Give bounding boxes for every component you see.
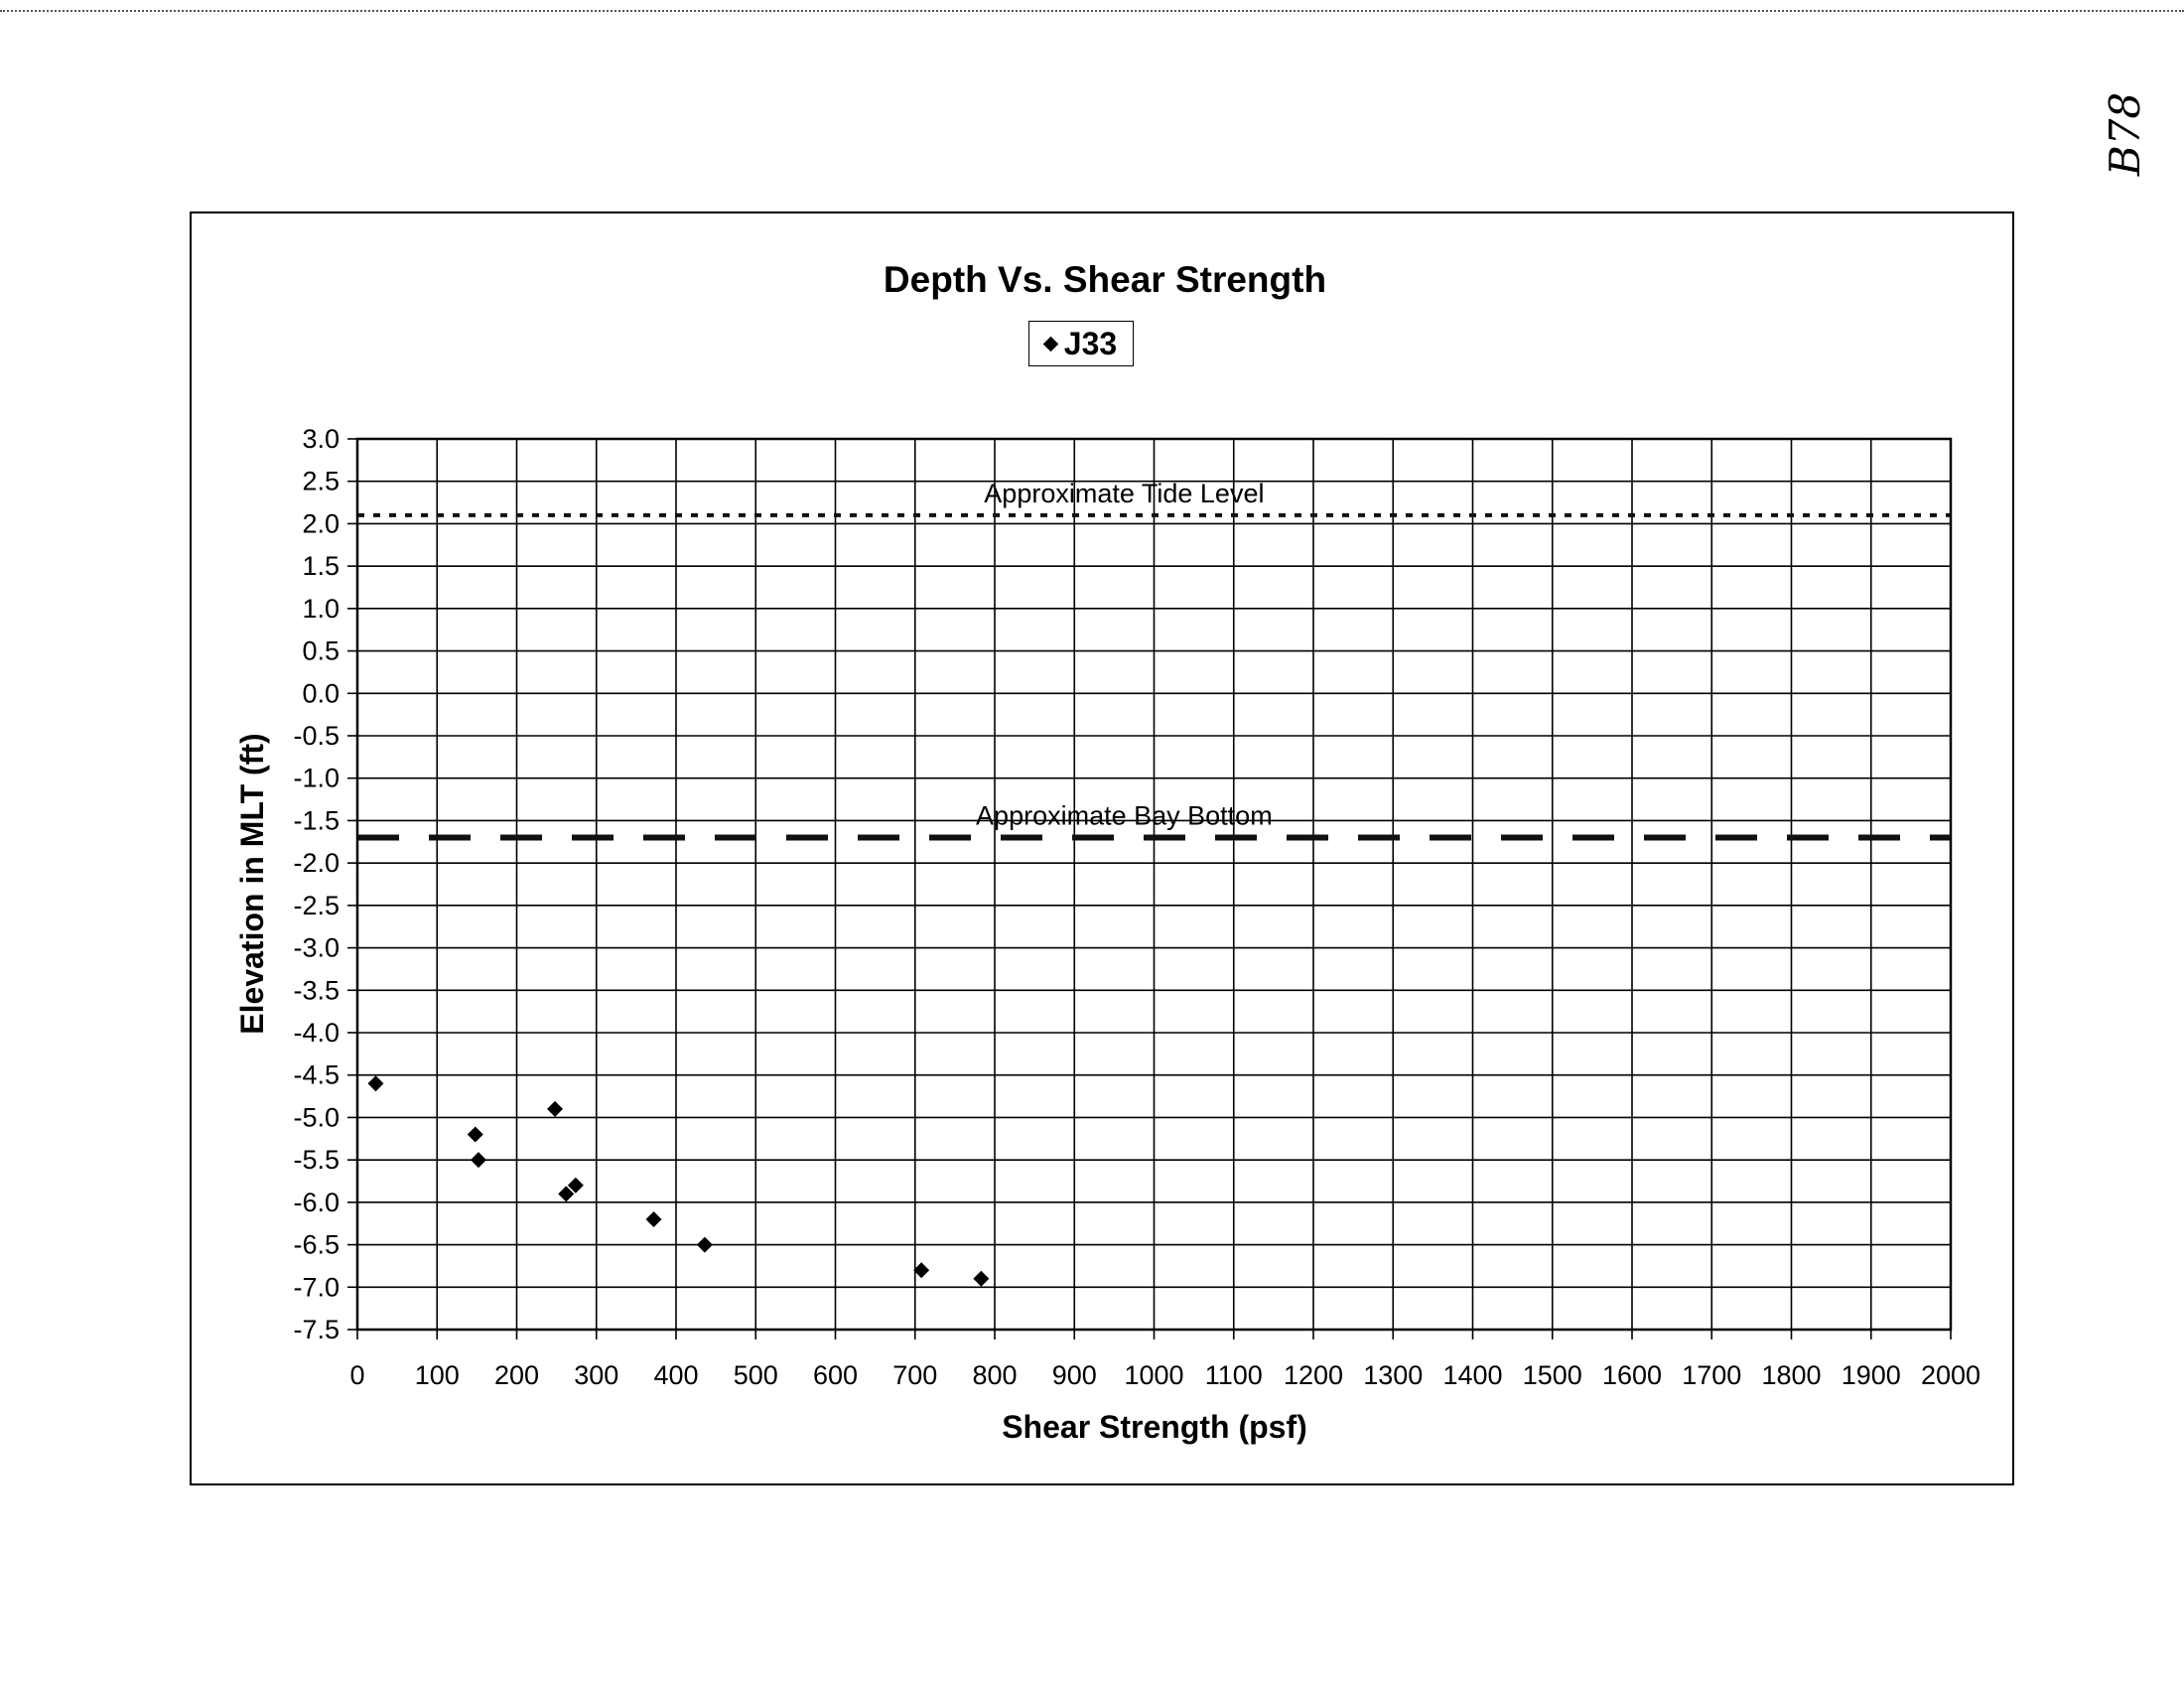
tide-level-label: Approximate Tide Level [984,478,1265,508]
y-tick-label: -0.5 [293,721,340,751]
y-tick-label: -7.0 [293,1272,340,1303]
x-tick-label: 400 [653,1360,699,1390]
x-tick-label: 1600 [1601,1360,1663,1390]
x-tick-label: 1400 [1442,1360,1503,1390]
x-tick-label: 300 [574,1360,619,1390]
x-tick-label: 900 [1051,1360,1097,1390]
x-tick-label: 700 [892,1360,938,1390]
x-tick-label: 0 [349,1360,365,1390]
x-axis-label: Shear Strength (psf) [1002,1409,1307,1445]
x-tick-label: 1200 [1283,1360,1344,1390]
y-tick-label: -2.0 [293,848,340,879]
y-tick-label: -4.5 [293,1059,340,1090]
y-tick-label: -6.0 [293,1187,340,1217]
x-tick-label: 600 [812,1360,859,1390]
y-tick-label: 0.5 [302,635,340,666]
y-tick-label: -1.5 [293,805,340,836]
x-tick-label: 1100 [1204,1360,1263,1390]
x-tick-label: 1500 [1522,1360,1582,1390]
y-tick-label: -6.5 [293,1229,340,1260]
bay-bottom-label: Approximate Bay Bottom [976,800,1273,831]
y-tick-label: -2.5 [293,890,340,920]
y-tick-label: 1.0 [302,593,340,624]
y-axis-label: Elevation in MLT (ft) [234,733,270,1035]
y-tick-label: -5.0 [293,1102,340,1133]
x-tick-label: 200 [493,1360,540,1390]
y-tick-label: 0.0 [302,678,340,709]
y-tick-label: 2.0 [302,508,340,539]
y-tick-label: 1.5 [302,551,340,582]
legend-label: J33 [1063,325,1118,361]
x-tick-label: 1800 [1761,1360,1822,1390]
y-tick-label: 3.0 [302,424,340,454]
y-tick-label: -5.5 [293,1145,340,1176]
y-tick-label: -7.5 [293,1315,340,1344]
x-tick-label: 1300 [1363,1360,1424,1390]
x-tick-label: 2000 [1920,1360,1981,1390]
y-tick-label: -1.0 [293,763,340,793]
x-tick-label: 500 [733,1360,778,1390]
legend [1028,321,1134,366]
chart-title: Depth Vs. Shear Strength [883,259,1327,300]
x-tick-label: 1700 [1682,1360,1742,1390]
x-tick-label: 1900 [1841,1360,1901,1390]
handwritten-page-mark: B78 [2100,91,2149,177]
y-tick-label: -3.0 [293,932,340,963]
x-tick-label: 100 [414,1360,460,1390]
y-tick-label: 2.5 [302,466,340,496]
legend-diamond-icon [1043,336,1059,352]
y-tick-label: -3.5 [293,975,340,1006]
x-tick-label: 800 [972,1360,1018,1390]
x-tick-label: 1000 [1124,1360,1184,1390]
y-tick-label: -4.0 [293,1018,340,1048]
